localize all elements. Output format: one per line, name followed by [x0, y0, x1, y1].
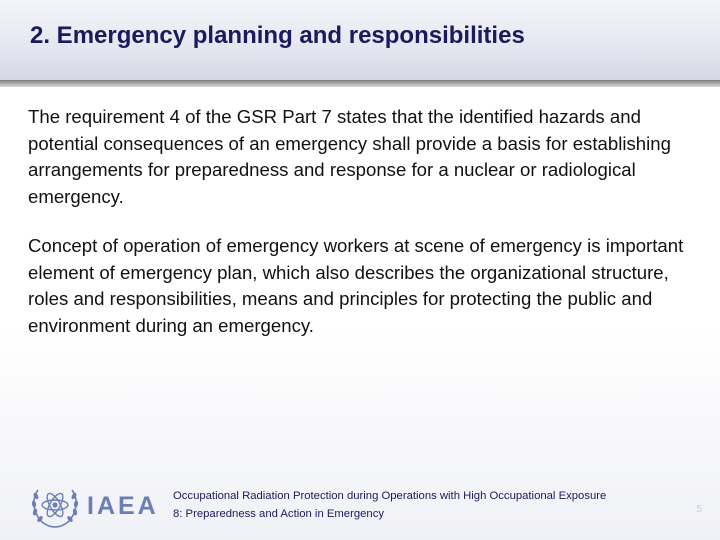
- title-bar: [0, 0, 720, 80]
- slide-footer: [0, 470, 720, 540]
- iaea-logo-text: IAEA: [87, 492, 159, 520]
- title-divider: [0, 80, 720, 87]
- page-number: 5: [696, 504, 702, 515]
- body-paragraph-1: The requirement 4 of the GSR Part 7 states that the identified hazards and potential consequences of an emergency shall provide a basis for establishing arrangements for preparedness and response for a nuclear or radiological emergency.: [28, 106, 671, 207]
- course-title: Occupational Radiation Protection during Operations with High Occupational Exposure: [173, 490, 607, 502]
- module-title: 8: Preparedness and Action in Emergency: [173, 508, 385, 520]
- slide-title: 2. Emergency planning and responsibilities: [30, 22, 525, 49]
- body-paragraph-2: Concept of operation of emergency workers at scene of emergency is important element of emergency plan, which also describes the organizational structure, roles and responsibilities, means and principles for protecting the public and environment during an emergency.: [28, 235, 684, 336]
- iaea-emblem-icon: [30, 482, 80, 528]
